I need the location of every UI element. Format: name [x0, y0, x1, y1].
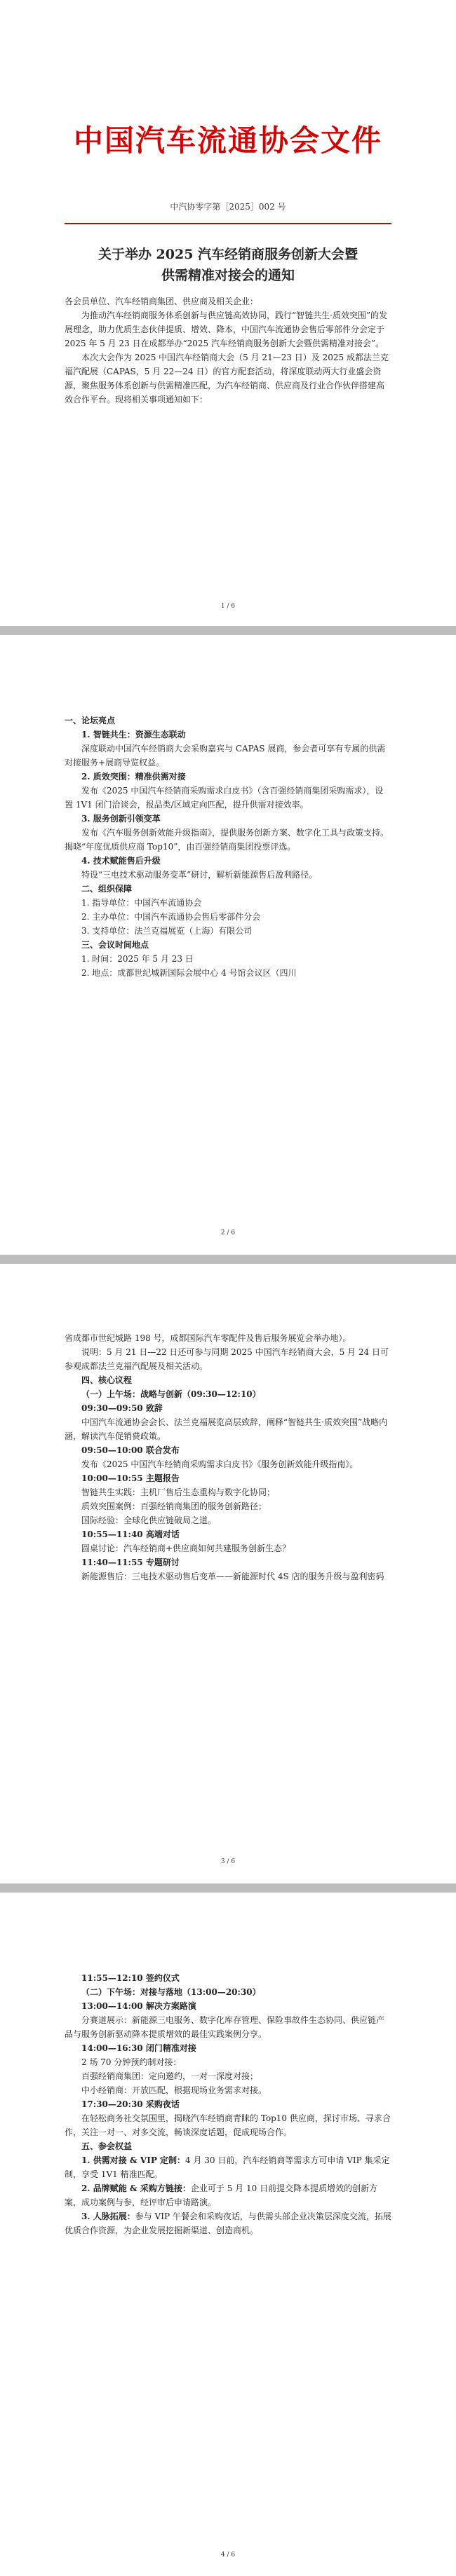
rights-heading: 2. 品牌赋能 & 采购方链接：	[81, 2183, 191, 2193]
salutation: 各会员单位、汽车经销商集团、供应商及相关企业：	[65, 297, 259, 306]
page-2	[0, 635, 456, 1255]
section-heading: 三、会议时间地点	[81, 940, 149, 950]
page-1	[0, 0, 456, 626]
paragraph: 特设“三电技术驱动服务变革”研讨，解析新能源售后盈利路径。	[81, 870, 318, 880]
intro-paragraph: 为推动汽车经销商服务体系创新与供应链高效协同，践行“智链共生·质效突围”的发展理念，助力优质生态伙伴提质、增效、降本，中国汽车流通协会售后零部件分会定于 2025 年 5 月 23 日在成都举办“2025 汽车经销商服务创新大会暨供需精准对接会”。	[65, 311, 388, 348]
agenda-time: 10:00—10:55 主题报告	[81, 1473, 180, 1483]
rights-heading: 3. 人脉拓展：	[81, 2212, 135, 2221]
rights-heading: 1. 供需对接 & VIP 定制：	[81, 2155, 186, 2165]
section-heading: 五、参会权益	[81, 2141, 133, 2151]
notice-body	[65, 294, 391, 407]
page-3	[0, 1264, 456, 1883]
doc-number: 中汽协零字第［2025］002 号	[170, 202, 286, 212]
sub-heading: （二）下午场：对接与落地（13:00—20:30）	[81, 1987, 261, 1997]
paragraph: 质效突围案例：百强经销商集团的服务创新路径；	[81, 1501, 267, 1511]
sub-heading: 2. 质效突围：精准供需对接	[81, 772, 186, 782]
list-item: 1. 时间：2025 年 5 月 23 日	[81, 954, 194, 964]
rights-text: 企业可于 5 月 10 日前提交降本提质增效的创新方案，成功案例与参，经评审后申请路演。	[65, 2183, 378, 2207]
paragraph: 圆桌讨论：汽车经销商+供应商如何共建服务创新生态？	[81, 1543, 291, 1553]
paragraph: 百强经销商集团：定向邀约，一对一深度对接；	[81, 2071, 259, 2081]
sub-heading: 1. 智链共生：资源生态联动	[81, 730, 186, 740]
org-title: 中国汽车流通协会文件	[73, 123, 382, 158]
paragraph: 深度联动中国汽车经销商大会采购嘉宾与 CAPAS 展商，参会者可享有专属的供需对接服务+展商导览权益。	[65, 744, 386, 768]
paragraph: 在轻松商务社交氛围里，揭晓汽车经销商青睐的 Top10 供应商，探讨市场、寻求合作，关注一对一、对多交流，畅谈深度话题，促成现场合作。	[65, 2113, 391, 2137]
agenda-time: 14:00—16:30 闭门精准对接	[81, 2043, 196, 2053]
page-2-body	[65, 714, 391, 980]
paragraph: 分赛道展示：新能源三电服务、数字化库存管理、保险事故件生态协同、供应链产品与服务创新驱动降本提质增效的最佳实践案例分享。	[65, 2015, 385, 2039]
paragraph: 说明：5 月 21 日—22 日还可参与同期 2025 中国汽车经销商大会，5 月 24 日可参观成都法兰克福汽配展及相关活动。	[65, 1347, 389, 1371]
paragraph: 2 场 70 分钟预约制对接：	[81, 2057, 182, 2067]
agenda-time: 17:30—20:30 采购夜话	[81, 2099, 180, 2109]
paragraph: 发布《2025 中国汽车经销商采购需求白皮书》（含百强经销商集团采购需求），设置 1V1 闭门洽谈会，报品类/区域定向匹配，提升供需对接效率。	[65, 786, 384, 810]
rights-item	[65, 2181, 391, 2209]
list-item: 2. 地点：成都世纪城新国际会展中心 4 号馆会议区（四川	[81, 968, 297, 978]
page-number: 4 / 6	[220, 2551, 236, 2558]
agenda-time: 11:40—11:55 专题研讨	[81, 1558, 180, 1567]
section-heading: 一、论坛亮点	[65, 716, 116, 725]
sub-heading: 4. 技术赋能售后升级	[81, 856, 161, 866]
title-line-1: 关于举办 2025 汽车经销商服务创新大会暨	[98, 247, 358, 262]
page-4-body	[65, 1971, 391, 2237]
paragraph: 发布《2025 中国汽车经销商采购需求白皮书》《服务创新效能升级指南》。	[81, 1459, 358, 1469]
page-4	[0, 1893, 456, 2576]
red-divider	[65, 223, 391, 224]
section-heading: 四、核心议程	[81, 1375, 133, 1385]
list-item: 1. 指导单位：中国汽车流通协会	[81, 898, 202, 908]
agenda-time: 11:55—12:10 签约仪式	[81, 1973, 180, 1983]
rights-item	[65, 2153, 391, 2181]
agenda-time: 09:30—09:50 致辞	[81, 1403, 163, 1413]
section-heading: 二、组织保障	[81, 884, 133, 894]
paragraph: 国际经验：全球化供应链破局之道。	[81, 1515, 217, 1525]
sub-heading: （一）上午场：战略与创新（09:30—12:10）	[81, 1389, 261, 1399]
paragraph: 中小经销商：开放匹配，根据现场业务需求对接。	[81, 2085, 267, 2095]
rights-item	[65, 2209, 391, 2237]
page-number: 1 / 6	[220, 603, 236, 610]
rights-text: 参与 VIP 午餐会和采购夜话，与供需头部企业决策层深度交流，拓展优质合作资源，为企业发展挖掘新渠道、创造商机。	[65, 2212, 391, 2235]
paragraph: 发布《汽车服务创新效能升级指南》，提供服务创新方案、数字化工具与政策支持。揭晓“年度优质供应商 Top10”，由百强经销商集团投票评选。	[65, 828, 389, 852]
paragraph: 中国汽车流通协会会长、法兰克福展览高层致辞，阐释“智链共生·质效突围”战略内涵，解读汽车促销费政策。	[65, 1417, 388, 1441]
agenda-time: 13:00—14:00 解决方案路演	[81, 2001, 196, 2011]
intro-paragraph: 本次大会作为 2025 中国汽车经销商大会（5 月 21—23 日）及 2025 成都法兰克福汽配展（CAPAS，5 月 22—24 日）的官方配套活动，将深度联动两大行业盛会资源，聚焦服务体系创新与供需精准匹配，为汽车经销商、供应商及行业合作伙伴搭建高效合作平台。现将相关事项通知如下：	[65, 353, 389, 404]
sub-heading: 3. 服务创新引领变革	[81, 814, 161, 824]
list-item: 2. 主办单位：中国汽车流通协会售后零部件分会	[81, 912, 261, 922]
agenda-time: 09:50—10:00 联合发布	[81, 1445, 180, 1455]
paragraph: 新能源售后：三电技术驱动售后变革——新能源时代 4S 店的服务升级与盈利密码	[81, 1572, 384, 1581]
notice-title	[65, 244, 391, 286]
title-line-2: 供需精准对接会的通知	[161, 268, 295, 283]
paragraph: 省成都市世纪城路 198 号，成都国际汽车零配件及售后服务展览会举办地）。	[65, 1333, 351, 1343]
page-number: 2 / 6	[220, 1229, 236, 1236]
rights-text: 4 月 30 日前，汽车经销商等需求方可申请 VIP 集采定制，享受 1V1 精准匹配。	[65, 2155, 390, 2179]
agenda-time: 10:55—11:40 高端对话	[81, 1529, 180, 1539]
list-item: 3. 支持单位：法兰克福展览（上海）有限公司	[81, 926, 253, 936]
page-number: 3 / 6	[220, 1858, 236, 1865]
page-3-body	[65, 1331, 391, 1583]
paragraph: 智链共生实践：主机厂售后生态重构与数字化协同；	[81, 1487, 276, 1497]
